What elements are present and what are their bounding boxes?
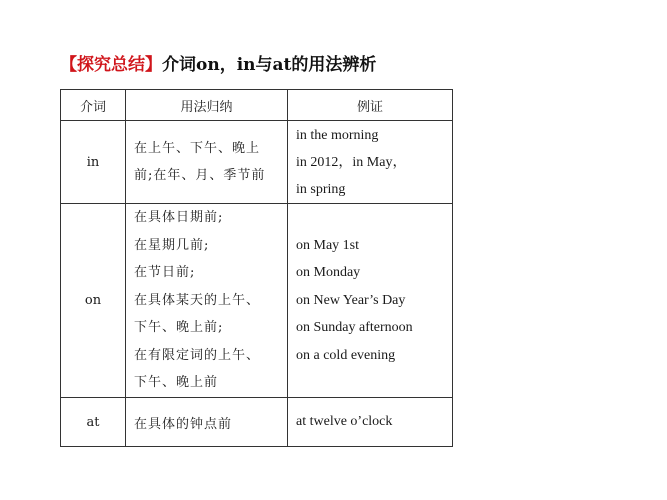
preposition-cell: in bbox=[61, 121, 126, 204]
preposition-cell: on bbox=[61, 204, 126, 398]
example-line: on Sunday afternoon bbox=[296, 320, 413, 336]
heading-title: 介词on，in与at的用法辨析 bbox=[162, 55, 377, 75]
usage-cell bbox=[126, 204, 288, 398]
usage-cell bbox=[126, 121, 288, 204]
preposition-usage-table bbox=[60, 89, 453, 447]
example-line: in spring bbox=[296, 181, 346, 197]
usage-line: 在星期几前; bbox=[134, 237, 210, 253]
usage-cell bbox=[126, 398, 288, 447]
heading-tag: 【探究总结】 bbox=[60, 55, 162, 75]
usage-line: 在上午、下午、晚上 bbox=[134, 141, 261, 156]
example-line: on May 1st bbox=[296, 237, 359, 253]
usage-line: 在节日前; bbox=[134, 265, 196, 281]
example-line: on New Year’s Day bbox=[296, 292, 406, 308]
table-header-row bbox=[61, 90, 453, 121]
example-cell bbox=[288, 204, 453, 398]
usage-line: 在具体日期前; bbox=[134, 210, 224, 226]
usage-line: 下午、晚上前 bbox=[134, 375, 219, 391]
usage-line: 在有限定词的上午、 bbox=[134, 347, 261, 363]
table-row-on bbox=[61, 204, 453, 398]
usage-line: 下午、晚上前; bbox=[134, 320, 224, 336]
example-line: in 2012，in May， bbox=[296, 154, 407, 170]
table-row-at bbox=[61, 398, 453, 447]
header-examples: 例证 bbox=[288, 90, 453, 121]
table-row-in bbox=[61, 121, 453, 204]
example-line: on a cold evening bbox=[296, 347, 396, 363]
example-cell bbox=[288, 121, 453, 204]
preposition-cell: at bbox=[61, 398, 126, 447]
header-preposition: 介词 bbox=[61, 90, 126, 121]
example-cell bbox=[288, 398, 453, 447]
header-usage: 用法归纳 bbox=[126, 90, 288, 121]
usage-line: 在具体某天的上午、 bbox=[134, 292, 261, 308]
example-line: at twelve o’clock bbox=[296, 414, 393, 429]
section-heading bbox=[60, 50, 376, 75]
usage-line: 在具体的钟点前 bbox=[134, 416, 233, 432]
usage-line: 前;在年、月、季节前 bbox=[134, 168, 266, 183]
example-line: on Monday bbox=[296, 265, 361, 281]
example-line: in the morning bbox=[296, 127, 379, 143]
